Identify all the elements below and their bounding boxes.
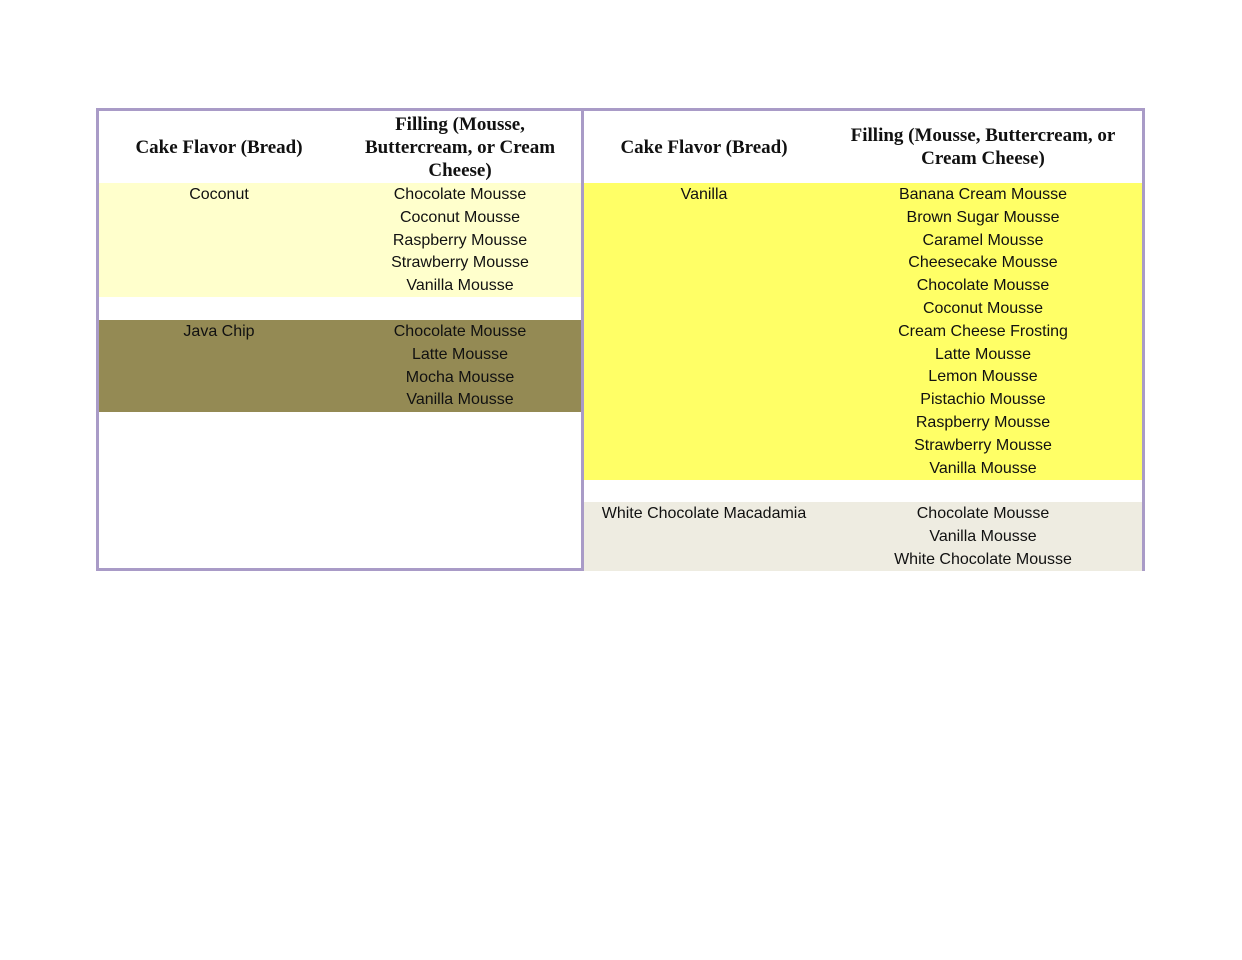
filling-item: Strawberry Mousse	[914, 436, 1052, 454]
filling-item: Vanilla Mousse	[929, 459, 1037, 477]
filling-item: Coconut Mousse	[399, 208, 521, 226]
flavor-name: Coconut	[189, 186, 249, 203]
flavor-name: White Chocolate Macadamia	[601, 505, 807, 522]
filling-list	[339, 184, 581, 297]
filling-item: Strawberry Mousse	[391, 254, 529, 272]
filling-item: Vanilla Mousse	[406, 391, 514, 409]
left-header-row	[99, 111, 581, 183]
right-flavor-header: Cake Flavor (Bread)	[620, 136, 788, 158]
filling-item: Coconut Mousse	[922, 299, 1044, 317]
filling-item: Brown Sugar Mousse	[906, 208, 1060, 226]
filling-list	[824, 503, 1142, 571]
filling-list	[824, 184, 1142, 480]
right-filling-header: Filling (Mousse, Buttercream, or Cream Cheese)	[850, 125, 1116, 169]
filling-item: Vanilla Mousse	[929, 527, 1037, 545]
filling-item: Chocolate Mousse	[916, 505, 1050, 522]
filling-item: Chocolate Mousse	[393, 186, 527, 203]
filling-item: Cheesecake Mousse	[908, 254, 1058, 272]
flavor-name: Vanilla	[680, 186, 728, 203]
right-header-row	[584, 111, 1142, 183]
filling-item: Raspberry Mousse	[392, 231, 528, 249]
flavor-name: Java Chip	[183, 323, 255, 340]
filling-item: Pistachio Mousse	[920, 391, 1046, 409]
flavor-table	[96, 108, 1145, 571]
filling-item: Lemon Mousse	[928, 368, 1038, 386]
flavor-group-white-chocolate-macadamia	[584, 502, 1142, 571]
flavor-group-coconut	[99, 183, 581, 297]
filling-item: Chocolate Mousse	[916, 277, 1050, 295]
filling-item: Vanilla Mousse	[406, 277, 514, 295]
filling-item: Latte Mousse	[411, 345, 509, 363]
flavor-group-vanilla	[584, 183, 1142, 480]
left-flavor-header: Cake Flavor (Bread)	[135, 136, 303, 158]
filling-item: Banana Cream Mousse	[898, 186, 1068, 203]
left-filling-header: Filling (Mousse, Buttercream, or Cream Cheese)	[364, 113, 556, 181]
filling-item: Mocha Mousse	[405, 368, 515, 386]
filling-item: Caramel Mousse	[922, 231, 1044, 249]
filling-item: Latte Mousse	[934, 345, 1032, 363]
flavor-group-java-chip	[99, 320, 581, 412]
left-table-panel	[99, 111, 584, 568]
filling-item: White Chocolate Mousse	[894, 550, 1072, 568]
filling-list	[339, 321, 581, 412]
right-table-panel	[584, 111, 1142, 568]
filling-item: Chocolate Mousse	[393, 323, 527, 340]
filling-item: Raspberry Mousse	[915, 413, 1051, 431]
filling-item: Cream Cheese Frosting	[898, 322, 1068, 340]
